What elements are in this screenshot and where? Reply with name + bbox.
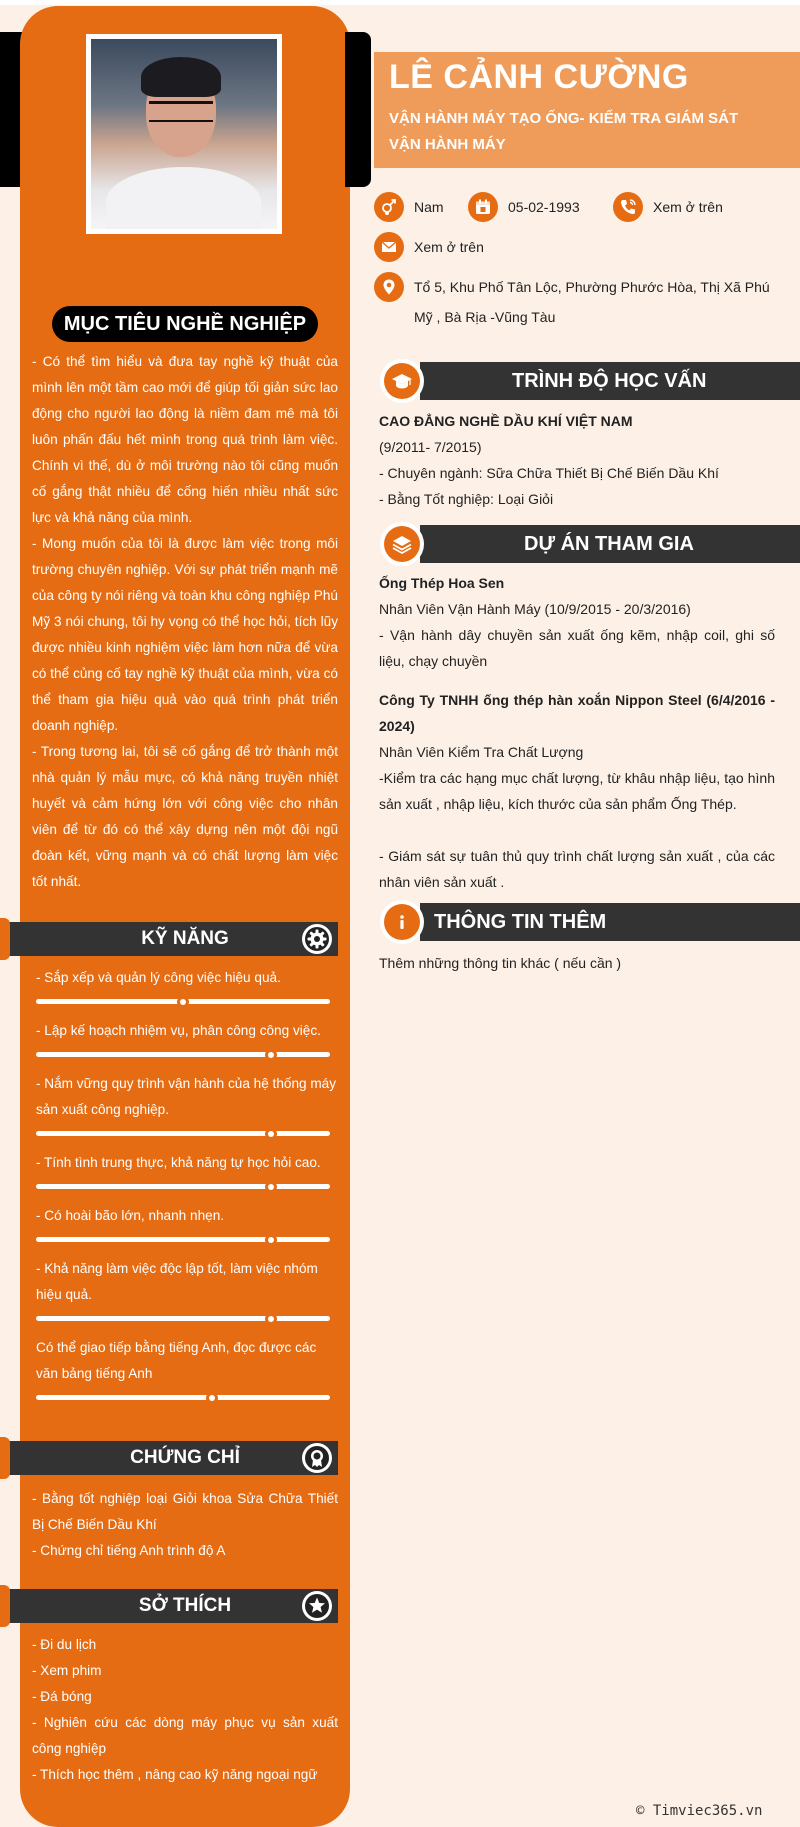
objective-paragraph: - Trong tương lai, tôi sẽ cố gắng để trở thành một nhà quản lý mẫu mực, có khả năng truyền nhiệt huyết và cảm hứng lớn với công việc cho nhân viên để từ đó có thể xây dựng nên một đội ngũ đoàn kết, vững mạnh và có chất lượng làm việc tốt nhất. <box>32 744 338 889</box>
footer-credit: © Timviec365.vn <box>636 1803 763 1819</box>
skill-label: Có thể giao tiếp bằng tiếng Anh, đọc được các văn bảng tiếng Anh <box>36 1340 317 1381</box>
projects-title: DỰ ÁN THAM GIA <box>524 533 694 555</box>
skills-section-bar <box>0 922 338 956</box>
skills-title: KỸ NĂNG <box>141 928 229 949</box>
skill-label: - Tính tình trung thực, khả năng tự học hỏi cao. <box>36 1155 321 1170</box>
hobbies-section-bar <box>0 1589 338 1623</box>
education-title: TRÌNH ĐỘ HỌC VẤN <box>512 370 707 392</box>
skill-label: - Nắm vững quy trình vận hành của hệ thống máy sản xuất công nghiệp. <box>36 1076 337 1117</box>
hobby-item: - Đá bóng <box>32 1689 92 1704</box>
gender-text: Nam <box>414 199 444 215</box>
gear-icon <box>302 924 332 954</box>
skill-bar <box>36 1184 330 1189</box>
decor-block-left <box>0 32 22 187</box>
hobby-item: - Đi du lịch <box>32 1637 97 1652</box>
job-title: VẬN HÀNH MÁY TẠO ỐNG- KIỂM TRA GIÁM SÁT VẬN HÀNH MÁY <box>389 110 739 153</box>
school-name: CAO ĐẲNG NGHỀ DẦU KHÍ VIỆT NAM <box>379 413 633 429</box>
project-role: Nhân Viên Kiểm Tra Chất Lượng <box>379 744 584 760</box>
skill-label: - Sắp xếp và quản lý công việc hiệu quả. <box>36 970 281 985</box>
hobby-item: - Xem phim <box>32 1663 102 1678</box>
project-company: Công Ty TNHH ống thép hàn xoắn Nippon Steel (6/4/2016 - 2024) <box>379 692 775 734</box>
skill-label: - Khả năng làm việc độc lập tốt, làm việc nhóm hiệu quả. <box>36 1261 318 1302</box>
skill-bar <box>36 1395 330 1400</box>
skill-level-knob <box>265 1313 277 1325</box>
certificate-item: - Bằng tốt nghiệp loại Giỏi khoa Sửa Chữa Thiết Bị Chế Biến Dầu Khí <box>32 1491 338 1532</box>
certificate-item: - Chứng chỉ tiếng Anh trình độ A <box>32 1543 226 1558</box>
more-info-title: THÔNG TIN THÊM <box>434 911 607 933</box>
phone-text: Xem ở trên <box>653 199 723 215</box>
certificates-title: CHỨNG CHỈ <box>130 1447 240 1468</box>
gender-icon <box>374 192 404 222</box>
hobby-item: - Thích học thêm , nâng cao kỹ năng ngoại ngữ <box>32 1767 318 1782</box>
top-strip <box>0 0 800 5</box>
layers-icon <box>380 522 424 566</box>
project-item <box>379 687 775 895</box>
project-company: Ống Thép Hoa Sen <box>379 575 505 591</box>
hobby-item: - Nghiên cứu các dòng máy phục vụ sản xuất công nghiệp <box>32 1715 338 1756</box>
project-desc: - Giám sát sự tuân thủ quy trình chất lượng sản xuất , của các nhân viên sản xuất . <box>379 848 775 890</box>
hobbies-title: SỞ THÍCH <box>138 1595 232 1616</box>
objective-paragraph: - Có thể tìm hiểu và đưa tay nghề kỹ thuật của mình lên một tầm cao mới để giúp tối giản sức lao động cho người lao động là niềm đam mê mà tôi luôn phấn đấu hết mình trong quá trình làm việc. Chính vì thế, dù ở môi trường nào tôi cũng muốn cố gắng thật nhiều để cống hiến nhiều nhất sức lực và khả năng của mình. <box>32 354 338 525</box>
education-period: (9/2011- 7/2015) <box>379 439 482 455</box>
skill-level-knob <box>265 1181 277 1193</box>
skill-bar <box>36 1237 330 1242</box>
mail-icon <box>374 232 404 262</box>
skill-label: - Có hoài bão lớn, nhanh nhẹn. <box>36 1208 225 1223</box>
objective-text <box>32 349 338 895</box>
skill-label: - Lập kế hoạch nhiệm vụ, phân công công việc. <box>36 1023 321 1038</box>
award-icon <box>302 1443 332 1473</box>
address-text: Tổ 5, Khu Phố Tân Lộc, Phường Phước Hòa, Thị Xã Phú Mỹ , Bà Rịa -Vũng Tàu <box>414 279 770 325</box>
info-icon <box>380 900 424 944</box>
certificates-list <box>32 1486 338 1564</box>
skill-bar <box>36 999 330 1004</box>
project-role: Nhân Viên Vận Hành Máy (10/9/2015 - 20/3/2016) <box>379 601 691 617</box>
birthday-text: 05-02-1993 <box>508 199 580 215</box>
objective-title: MỤC TIÊU NGHỀ NGHIỆP <box>52 306 318 342</box>
email-text: Xem ở trên <box>414 239 484 255</box>
project-item <box>379 570 775 674</box>
skill-level-knob <box>206 1392 218 1404</box>
education-content <box>379 408 775 512</box>
candidate-name: LÊ CẢNH CƯỜNG <box>389 58 689 96</box>
skill-level-knob <box>265 1128 277 1140</box>
calendar-icon <box>468 192 498 222</box>
objective-paragraph: - Mong muốn của tôi là được làm việc trong môi trường chuyên nghiệp. Với sự phát triển mạnh mẽ của công ty nói riêng và toàn khu công nghiệp Phú Mỹ 3 nói chung, tôi hy vọng có thể học hỏi, tích lũy được nhiều kinh nghiệm việc làm hơn nữa để vừa có thể củng cố tay nghề kỹ thuật của mình, vừa có thể tham gia hiệu quả vào quá trình phát triển doanh nghiệp. <box>32 536 338 733</box>
skill-level-knob <box>177 996 189 1008</box>
hobbies-list <box>32 1632 338 1788</box>
star-icon <box>302 1591 332 1621</box>
graduation-cap-icon <box>380 359 424 403</box>
profile-photo <box>91 39 277 229</box>
education-major: - Chuyên ngành: Sữa Chữa Thiết Bị Chế Biến Dầu Khí <box>379 465 719 481</box>
avatar <box>86 34 282 234</box>
skill-bar <box>36 1131 330 1136</box>
phone-icon <box>613 192 643 222</box>
skill-bar <box>36 1316 330 1321</box>
education-degree: - Bằng Tốt nghiệp: Loại Giỏi <box>379 491 554 507</box>
skill-bar <box>36 1052 330 1057</box>
project-desc: - Vận hành dây chuyền sản xuất ống kẽm, nhập coil, ghi số liệu, chạy chuyền <box>379 627 775 669</box>
certificates-section-bar <box>0 1441 338 1475</box>
decor-block-right <box>345 32 371 187</box>
skill-level-knob <box>265 1049 277 1061</box>
skill-level-knob <box>265 1234 277 1246</box>
location-icon <box>374 272 404 302</box>
more-info-text: Thêm những thông tin khác ( nếu cần ) <box>379 955 622 971</box>
project-desc: -Kiểm tra các hạng mục chất lượng, từ khâu nhập liệu, tạo hình sản xuất , nhập liệu, kích thước của sản phẩm Ống Thép. <box>379 770 775 812</box>
